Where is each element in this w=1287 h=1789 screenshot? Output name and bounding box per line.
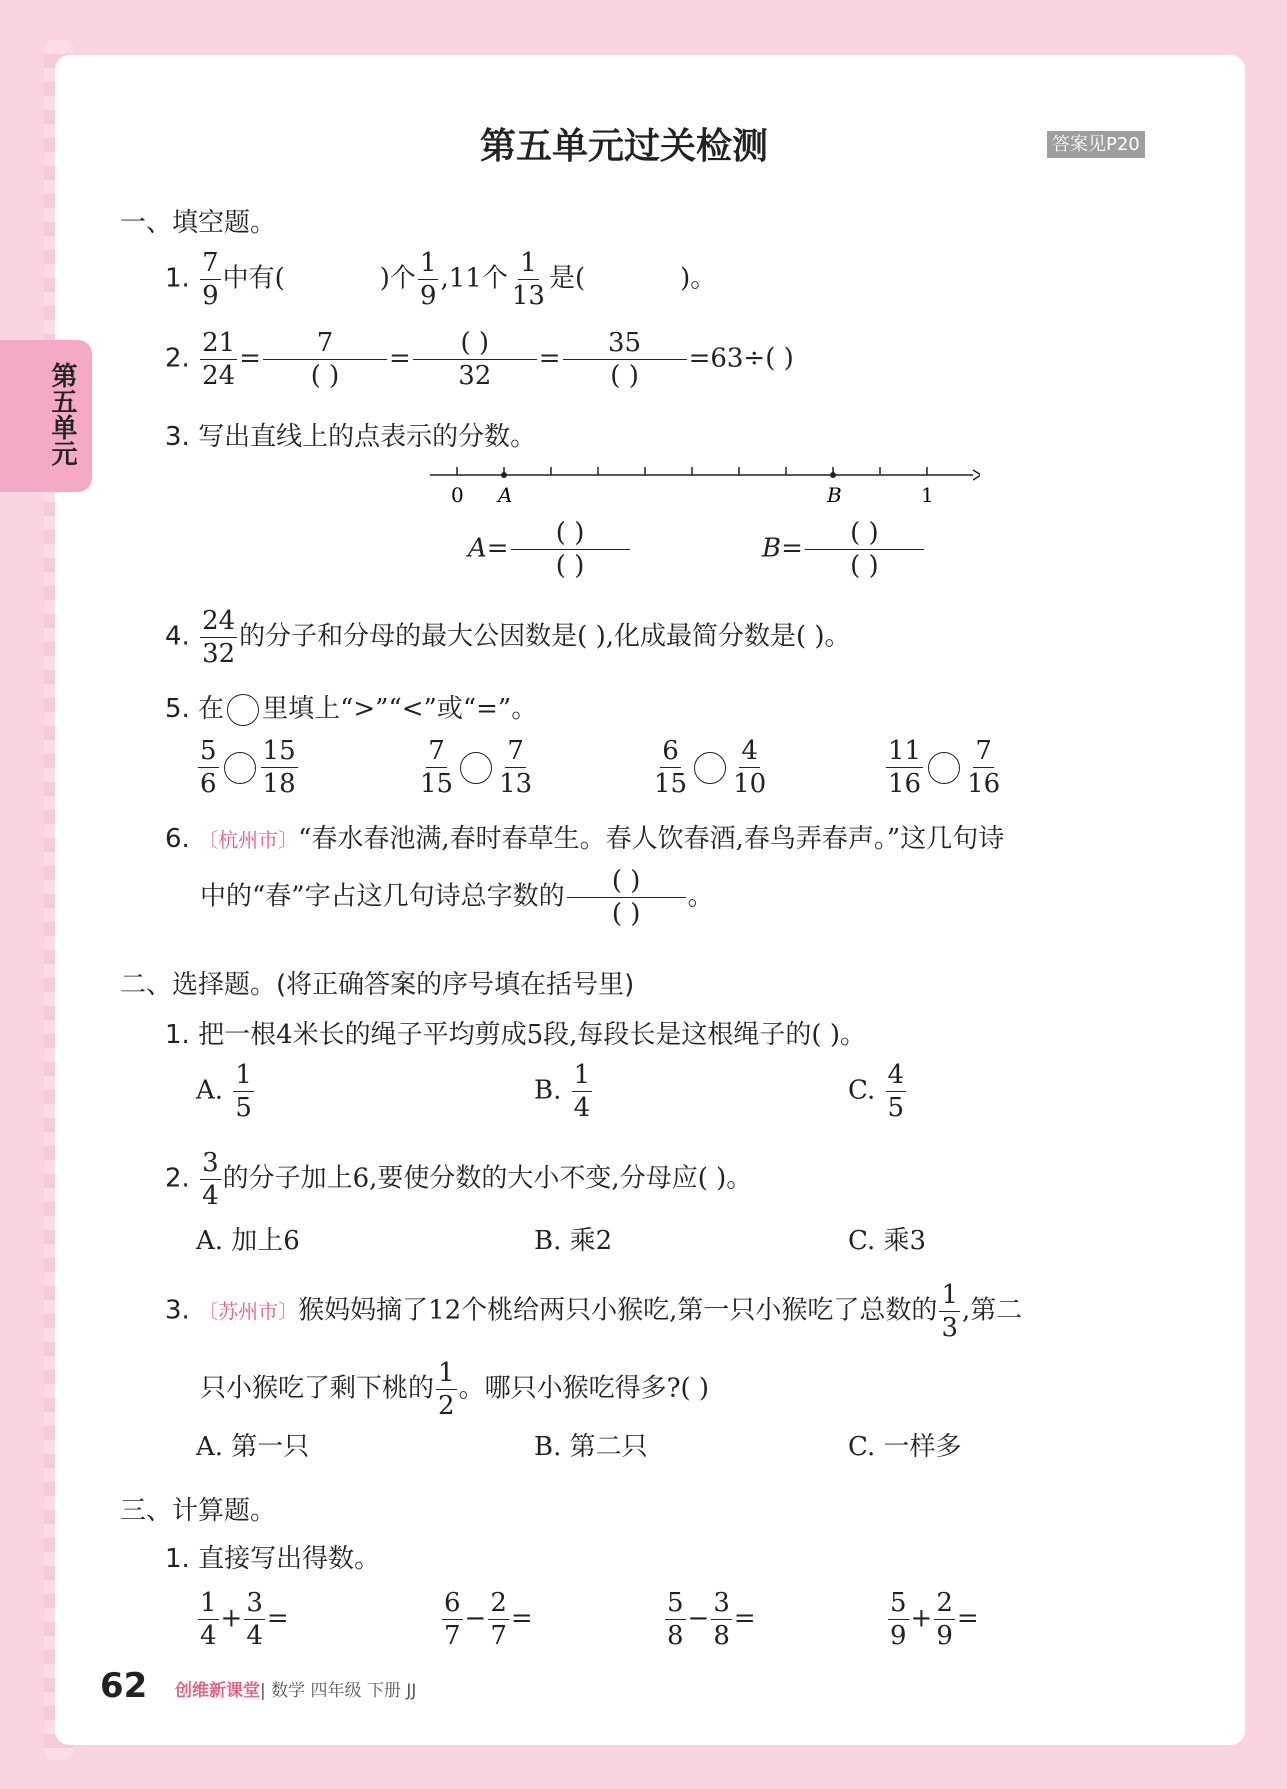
number-line (425, 455, 980, 515)
tick-label-1: 1 (921, 483, 934, 507)
choice-option-c[interactable]: C. $\frac{4}{5}$ (848, 1060, 905, 1123)
point-a-label: A (498, 483, 513, 507)
compare-circle[interactable] (928, 752, 960, 784)
fraction-blank[interactable]: $\frac{35}{( )}$ (563, 330, 687, 389)
point-a-marker (501, 472, 507, 478)
calc-item-1: $\frac{1}{4}$ + $\frac{3}{4}$ = (200, 1588, 289, 1651)
brand-name: 创维新课堂 (175, 1681, 260, 1701)
choice-option-a[interactable]: A. $\frac{1}{5}$ (196, 1060, 252, 1123)
tick-label-0: 0 (451, 483, 464, 507)
fill-question-4: 4. $\frac{24}{32}$ 的分子和分母的最大公因数是( ),化成最简分数是( )。 (165, 606, 851, 669)
answer-b: B= $\frac{( )}{( )}$ (762, 520, 926, 579)
section-calc-heading: 三、计算题。 (120, 1496, 277, 1526)
compare-circle[interactable] (694, 752, 726, 784)
choice-question-3-line2: 只小猴吃了剩下桃的 $\frac{1}{2}$ 。哪只小猴吃得多?( ) (200, 1358, 710, 1421)
section-fill-heading: 一、填空题。 (120, 208, 277, 238)
fraction-blank[interactable]: $\frac{( )}{( )}$ (805, 520, 924, 579)
fraction: $\frac{24}{32}$ (202, 606, 236, 669)
fill-question-6: 6. 〔杭州市〕“春水春池满,春时春草生。春人饮春酒,春鸟弄春声。”这几句诗 (165, 824, 1005, 854)
answer-reference-badge: 答案见P20 (1047, 131, 1145, 158)
choice-question-2: 2. $\frac{3}{4}$ 的分子加上6,要使分数的大小不变,分母应( )。 (165, 1148, 753, 1211)
choice-option-c[interactable]: C. 乘3 (848, 1226, 927, 1256)
circle-icon (227, 694, 259, 726)
choice-option-b[interactable]: B. 第二只 (534, 1432, 648, 1462)
fill-question-1: 1. $\frac{7}{9}$ 中有( )个 $\frac{1}{9}$ ,11个 $\frac{1}{13}$ 是( )。 (165, 248, 717, 311)
calc-question-1: 1. 直接写出得数。 (165, 1544, 381, 1574)
choice-option-c[interactable]: C. 一样多 (848, 1432, 962, 1462)
choice-option-b[interactable]: B. 乘2 (534, 1226, 613, 1256)
fill-question-3: 3. 写出直线上的点表示的分数。 (165, 422, 537, 452)
page-title: 第五单元过关检测 (480, 126, 769, 167)
fill-question-2: 2. $\frac{21}{24}$ = $\frac{7}{( )}$ = $\frac{( )}{32}$ = $\frac{35}{( )}$ =63÷( ) (165, 328, 794, 391)
fraction: $\frac{21}{24}$ (202, 328, 236, 391)
compare-item-1: $\frac{5}{6}$ $\frac{15}{18}$ (200, 736, 296, 799)
fraction-blank[interactable]: $\frac{( )}{( )}$ (511, 520, 630, 579)
fraction: $\frac{7}{9}$ (202, 248, 219, 311)
region-tag: 〔杭州市〕 (198, 828, 299, 852)
fraction-blank[interactable]: $\frac{7}{( )}$ (263, 330, 387, 389)
fill-question-5: 5. 在 里填上“>”“<”或“=”。 (165, 694, 538, 724)
compare-circle[interactable] (460, 752, 492, 784)
calc-item-3: $\frac{5}{8}$ − $\frac{3}{8}$ = (667, 1588, 756, 1651)
fraction: $\frac{1}{13}$ (511, 248, 545, 311)
unit-side-tab: 第五单元 (0, 340, 92, 492)
point-b-label: B (827, 483, 842, 507)
compare-item-3: $\frac{6}{15}$ $\frac{4}{10}$ (654, 736, 767, 799)
calc-item-2: $\frac{6}{7}$ − $\frac{2}{7}$ = (444, 1588, 533, 1651)
choice-question-3: 3. 〔苏州市〕猴妈妈摘了12个桃给两只小猴吃,第一只小猴吃了总数的 $\frac{1}{3}$ ,第二 (165, 1280, 1023, 1343)
choice-question-1: 1. 把一根4米长的绳子平均剪成5段,每段长是这根绳子的( )。 (165, 1020, 866, 1050)
compare-circle[interactable] (224, 752, 256, 784)
fraction-blank[interactable]: $\frac{( )}{32}$ (413, 330, 537, 389)
page-number: 62 (100, 1666, 148, 1706)
answer-a: A= $\frac{( )}{( )}$ (468, 520, 632, 579)
point-b-marker (830, 472, 836, 478)
choice-option-a[interactable]: A. 加上6 (196, 1226, 300, 1256)
fill-question-6-line2: 中的“春”字占这几句诗总字数的 $\frac{( )}{( )}$ 。 (200, 866, 714, 929)
fraction: $\frac{1}{9}$ (419, 248, 437, 311)
calc-item-4: $\frac{5}{9}$ + $\frac{2}{9}$ = (890, 1588, 979, 1651)
choice-option-a[interactable]: A. 第一只 (196, 1432, 310, 1462)
section-choice-heading: 二、选择题。(将正确答案的序号填在括号里) (120, 970, 635, 1000)
region-tag: 〔苏州市〕 (198, 1299, 299, 1324)
footer-info: 创维新课堂| 数学 四年级 下册 JJ (175, 1681, 417, 1701)
fraction-blank[interactable]: $\frac{( )}{( )}$ (567, 868, 686, 927)
choice-option-b[interactable]: B. $\frac{1}{4}$ (534, 1060, 591, 1123)
compare-item-2: $\frac{7}{15}$ $\frac{7}{13}$ (420, 736, 533, 799)
compare-item-4: $\frac{11}{16}$ $\frac{7}{16}$ (888, 736, 1001, 799)
